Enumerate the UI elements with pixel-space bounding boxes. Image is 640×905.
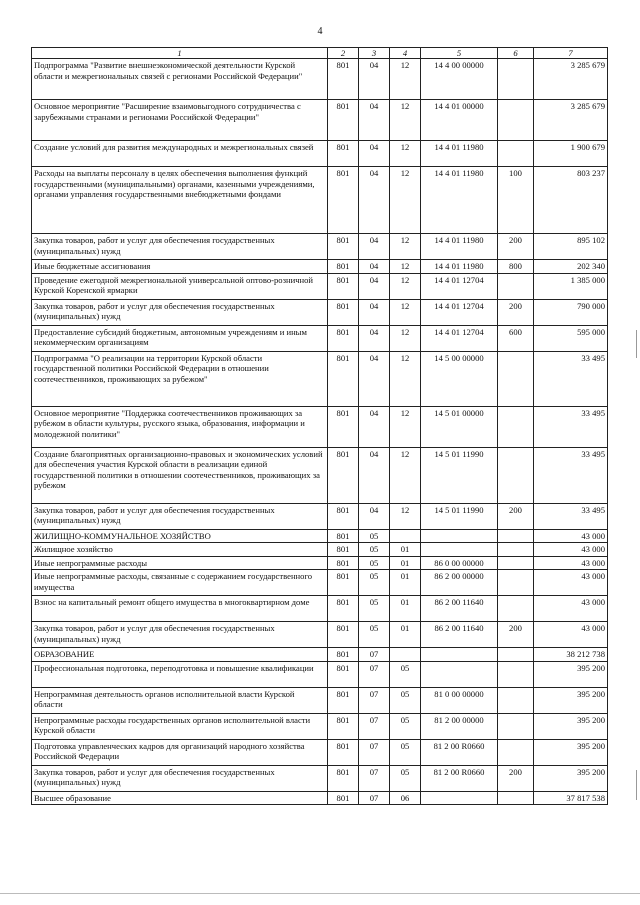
cell-csr: 14 4 01 11980	[421, 234, 498, 260]
cell-name: Профессиональная подготовка, переподготовка и повышение квалификации	[32, 661, 328, 687]
cell-vr	[498, 687, 534, 713]
cell-pr: 12	[390, 167, 421, 234]
table-header-row	[32, 48, 608, 59]
cell-vr	[498, 713, 534, 739]
cell-sum: 37 817 538	[534, 791, 608, 804]
cell-grbs: 801	[328, 234, 359, 260]
table-row	[32, 299, 608, 325]
cell-rz: 05	[359, 543, 390, 556]
cell-rz: 04	[359, 351, 390, 406]
page-bottom-rule	[0, 893, 640, 894]
page-number: 4	[317, 26, 323, 37]
cell-pr: 06	[390, 791, 421, 804]
cell-name: Иные бюджетные ассигнования	[32, 260, 328, 273]
margin-mark	[636, 330, 637, 358]
cell-pr: 05	[390, 713, 421, 739]
cell-grbs: 801	[328, 260, 359, 273]
cell-pr: 12	[390, 325, 421, 351]
column-header: 3	[359, 48, 390, 59]
column-header: 4	[390, 48, 421, 59]
cell-name: Закупка товаров, работ и услуг для обеспечения государственных (муниципальных) нужд	[32, 503, 328, 529]
cell-rz: 07	[359, 661, 390, 687]
table-body	[32, 59, 608, 805]
cell-vr	[498, 447, 534, 503]
cell-vr	[498, 529, 534, 542]
cell-vr: 600	[498, 325, 534, 351]
cell-name: Иные непрограммные расходы	[32, 556, 328, 569]
cell-vr	[498, 556, 534, 569]
cell-csr: 81 0 00 00000	[421, 687, 498, 713]
cell-name: Закупка товаров, работ и услуг для обеспечения государственных (муниципальных) нужд	[32, 234, 328, 260]
cell-pr: 12	[390, 141, 421, 167]
cell-sum: 43 000	[534, 556, 608, 569]
cell-grbs: 801	[328, 765, 359, 791]
table-row	[32, 648, 608, 661]
cell-pr: 05	[390, 687, 421, 713]
cell-name: Взнос на капитальный ремонт общего имущества в многоквартирном доме	[32, 596, 328, 622]
cell-pr: 12	[390, 447, 421, 503]
table-row	[32, 503, 608, 529]
cell-rz: 04	[359, 59, 390, 100]
cell-pr: 12	[390, 351, 421, 406]
cell-name: Закупка товаров, работ и услуг для обеспечения государственных (муниципальных) нужд	[32, 299, 328, 325]
cell-sum: 395 200	[534, 661, 608, 687]
cell-csr: 81 2 00 R0660	[421, 765, 498, 791]
cell-sum: 895 102	[534, 234, 608, 260]
cell-csr	[421, 791, 498, 804]
cell-grbs: 801	[328, 713, 359, 739]
column-header: 6	[498, 48, 534, 59]
cell-sum: 43 000	[534, 529, 608, 542]
column-header: 1	[32, 48, 328, 59]
cell-vr: 200	[498, 503, 534, 529]
cell-sum: 33 495	[534, 351, 608, 406]
cell-name: Подпрограмма "О реализации на территории Курской области государственной политики Российской Федерации в отношении соотечественников, проживающих за рубежом"	[32, 351, 328, 406]
cell-grbs: 801	[328, 791, 359, 804]
cell-rz: 07	[359, 739, 390, 765]
cell-vr	[498, 791, 534, 804]
cell-pr: 12	[390, 273, 421, 299]
cell-vr	[498, 351, 534, 406]
cell-csr	[421, 648, 498, 661]
cell-sum: 1 900 679	[534, 141, 608, 167]
cell-name: Закупка товаров, работ и услуг для обеспечения государственных (муниципальных) нужд	[32, 622, 328, 648]
cell-name: Создание условий для развития международных и межрегиональных связей	[32, 141, 328, 167]
cell-rz: 04	[359, 167, 390, 234]
cell-name: Основное мероприятие "Расширение взаимовыгодного сотрудничества с зарубежными странами и регионами Российской Федерации"	[32, 100, 328, 141]
table-row	[32, 447, 608, 503]
cell-pr	[390, 648, 421, 661]
table-row	[32, 661, 608, 687]
cell-pr: 12	[390, 100, 421, 141]
cell-rz: 07	[359, 713, 390, 739]
cell-rz: 05	[359, 556, 390, 569]
table-row	[32, 273, 608, 299]
cell-sum: 803 237	[534, 167, 608, 234]
cell-grbs: 801	[328, 406, 359, 447]
cell-csr: 86 2 00 11640	[421, 622, 498, 648]
cell-rz: 04	[359, 141, 390, 167]
cell-grbs: 801	[328, 141, 359, 167]
cell-pr: 12	[390, 59, 421, 100]
cell-csr: 14 4 01 12704	[421, 299, 498, 325]
cell-grbs: 801	[328, 529, 359, 542]
cell-grbs: 801	[328, 543, 359, 556]
cell-grbs: 801	[328, 59, 359, 100]
table-row	[32, 167, 608, 234]
cell-pr: 12	[390, 260, 421, 273]
table-row	[32, 791, 608, 804]
cell-vr	[498, 661, 534, 687]
table-row	[32, 234, 608, 260]
cell-name: Подготовка управленческих кадров для организаций народного хозяйства Российской Федерации	[32, 739, 328, 765]
cell-csr: 86 0 00 00000	[421, 556, 498, 569]
cell-name: Предоставление субсидий бюджетным, автономным учреждениям и иным некоммерческим организациям	[32, 325, 328, 351]
table-row	[32, 529, 608, 542]
cell-rz: 04	[359, 406, 390, 447]
table-row	[32, 141, 608, 167]
cell-sum: 395 200	[534, 739, 608, 765]
cell-vr: 100	[498, 167, 534, 234]
cell-pr: 05	[390, 661, 421, 687]
cell-vr: 200	[498, 234, 534, 260]
cell-sum: 395 200	[534, 713, 608, 739]
cell-name: Расходы на выплаты персоналу в целях обеспечения выполнения функций государственными (муниципальными) органами, казенными учреждениями, органами управления государственными внебюджетными фондами	[32, 167, 328, 234]
cell-rz: 05	[359, 622, 390, 648]
cell-pr: 01	[390, 543, 421, 556]
cell-pr: 12	[390, 234, 421, 260]
cell-vr	[498, 59, 534, 100]
cell-csr: 14 4 01 12704	[421, 273, 498, 299]
cell-grbs: 801	[328, 622, 359, 648]
cell-name: Проведение ежегодной межрегиональной универсальной оптово-розничной Курской Коренской ярмарки	[32, 273, 328, 299]
cell-grbs: 801	[328, 273, 359, 299]
cell-csr: 14 5 01 11990	[421, 503, 498, 529]
cell-sum: 595 000	[534, 325, 608, 351]
cell-grbs: 801	[328, 351, 359, 406]
cell-csr: 81 2 00 00000	[421, 713, 498, 739]
cell-sum: 38 212 738	[534, 648, 608, 661]
cell-grbs: 801	[328, 167, 359, 234]
cell-csr: 14 4 01 11980	[421, 167, 498, 234]
cell-rz: 04	[359, 273, 390, 299]
cell-rz: 05	[359, 529, 390, 542]
cell-pr: 12	[390, 406, 421, 447]
cell-rz: 04	[359, 325, 390, 351]
cell-csr: 14 5 00 00000	[421, 351, 498, 406]
cell-grbs: 801	[328, 325, 359, 351]
table-row	[32, 713, 608, 739]
cell-sum: 3 285 679	[534, 59, 608, 100]
cell-grbs: 801	[328, 100, 359, 141]
cell-grbs: 801	[328, 447, 359, 503]
table-row	[32, 556, 608, 569]
cell-csr	[421, 529, 498, 542]
cell-rz: 05	[359, 596, 390, 622]
budget-table	[31, 47, 608, 805]
cell-rz: 04	[359, 234, 390, 260]
table-row	[32, 543, 608, 556]
table-row	[32, 570, 608, 596]
table-row	[32, 596, 608, 622]
cell-grbs: 801	[328, 299, 359, 325]
cell-vr	[498, 739, 534, 765]
table-row	[32, 622, 608, 648]
cell-csr: 14 4 01 00000	[421, 100, 498, 141]
cell-sum: 395 200	[534, 765, 608, 791]
cell-name: Иные непрограммные расходы, связанные с содержанием государственного имущества	[32, 570, 328, 596]
cell-name: Создание благоприятных организационно-правовых и экономических условий для обеспечения участия Курской области в реализации единой государственной политики в отношении соотечественников, проживающих за рубежом	[32, 447, 328, 503]
cell-grbs: 801	[328, 503, 359, 529]
cell-vr: 200	[498, 622, 534, 648]
cell-csr: 81 2 00 R0660	[421, 739, 498, 765]
margin-mark	[636, 770, 637, 800]
table-row	[32, 325, 608, 351]
cell-rz: 05	[359, 570, 390, 596]
cell-vr	[498, 100, 534, 141]
cell-csr	[421, 661, 498, 687]
cell-pr: 12	[390, 299, 421, 325]
cell-rz: 07	[359, 687, 390, 713]
cell-grbs: 801	[328, 661, 359, 687]
cell-rz: 07	[359, 791, 390, 804]
cell-csr: 14 4 01 11980	[421, 260, 498, 273]
cell-grbs: 801	[328, 739, 359, 765]
cell-vr: 200	[498, 765, 534, 791]
cell-rz: 04	[359, 100, 390, 141]
cell-grbs: 801	[328, 556, 359, 569]
cell-sum: 395 200	[534, 687, 608, 713]
cell-sum: 43 000	[534, 543, 608, 556]
table-row	[32, 59, 608, 100]
cell-sum: 33 495	[534, 447, 608, 503]
cell-pr: 12	[390, 503, 421, 529]
cell-name: Высшее образование	[32, 791, 328, 804]
cell-vr	[498, 648, 534, 661]
cell-vr	[498, 273, 534, 299]
cell-grbs: 801	[328, 570, 359, 596]
cell-rz: 04	[359, 299, 390, 325]
cell-sum: 33 495	[534, 406, 608, 447]
cell-csr: 14 5 01 11990	[421, 447, 498, 503]
cell-vr	[498, 141, 534, 167]
cell-sum: 1 385 000	[534, 273, 608, 299]
cell-name: ЖИЛИЩНО-КОММУНАЛЬНОЕ ХОЗЯЙСТВО	[32, 529, 328, 542]
cell-csr	[421, 543, 498, 556]
column-header: 2	[328, 48, 359, 59]
table-row	[32, 100, 608, 141]
cell-csr: 14 5 01 00000	[421, 406, 498, 447]
cell-vr	[498, 543, 534, 556]
cell-vr	[498, 570, 534, 596]
cell-name: Непрограммные расходы государственных органов исполнительной власти Курской области	[32, 713, 328, 739]
cell-pr: 01	[390, 622, 421, 648]
column-header: 5	[421, 48, 498, 59]
cell-csr: 14 4 00 00000	[421, 59, 498, 100]
cell-vr	[498, 406, 534, 447]
cell-rz: 04	[359, 260, 390, 273]
cell-sum: 3 285 679	[534, 100, 608, 141]
cell-sum: 43 000	[534, 622, 608, 648]
cell-name: Непрограммная деятельность органов исполнительной власти Курской области	[32, 687, 328, 713]
cell-pr	[390, 529, 421, 542]
cell-sum: 43 000	[534, 596, 608, 622]
cell-sum: 33 495	[534, 503, 608, 529]
cell-sum: 43 000	[534, 570, 608, 596]
cell-name: Подпрограмма "Развитие внешнеэкономической деятельности Курской области и межрегиональных связей с регионами Российской Федерации"	[32, 59, 328, 100]
cell-csr: 14 4 01 11980	[421, 141, 498, 167]
column-header: 7	[534, 48, 608, 59]
cell-rz: 07	[359, 765, 390, 791]
table-row	[32, 351, 608, 406]
table-row	[32, 406, 608, 447]
table-row	[32, 687, 608, 713]
cell-rz: 04	[359, 447, 390, 503]
table-row	[32, 260, 608, 273]
table-row	[32, 739, 608, 765]
cell-csr: 86 2 00 11640	[421, 596, 498, 622]
cell-rz: 07	[359, 648, 390, 661]
cell-vr: 200	[498, 299, 534, 325]
cell-csr: 86 2 00 00000	[421, 570, 498, 596]
cell-pr: 01	[390, 556, 421, 569]
cell-pr: 01	[390, 570, 421, 596]
cell-pr: 01	[390, 596, 421, 622]
cell-name: Основное мероприятие "Поддержка соотечественников проживающих за рубежом в области культуры, русского языка, образования, информации и молодежной политики"	[32, 406, 328, 447]
cell-csr: 14 4 01 12704	[421, 325, 498, 351]
cell-pr: 05	[390, 739, 421, 765]
cell-grbs: 801	[328, 648, 359, 661]
cell-name: ОБРАЗОВАНИЕ	[32, 648, 328, 661]
cell-rz: 04	[359, 503, 390, 529]
cell-grbs: 801	[328, 596, 359, 622]
table-row	[32, 765, 608, 791]
cell-grbs: 801	[328, 687, 359, 713]
cell-sum: 202 340	[534, 260, 608, 273]
cell-vr: 800	[498, 260, 534, 273]
cell-sum: 790 000	[534, 299, 608, 325]
cell-name: Жилищное хозяйство	[32, 543, 328, 556]
cell-pr: 05	[390, 765, 421, 791]
cell-name: Закупка товаров, работ и услуг для обеспечения государственных (муниципальных) нужд	[32, 765, 328, 791]
cell-vr	[498, 596, 534, 622]
